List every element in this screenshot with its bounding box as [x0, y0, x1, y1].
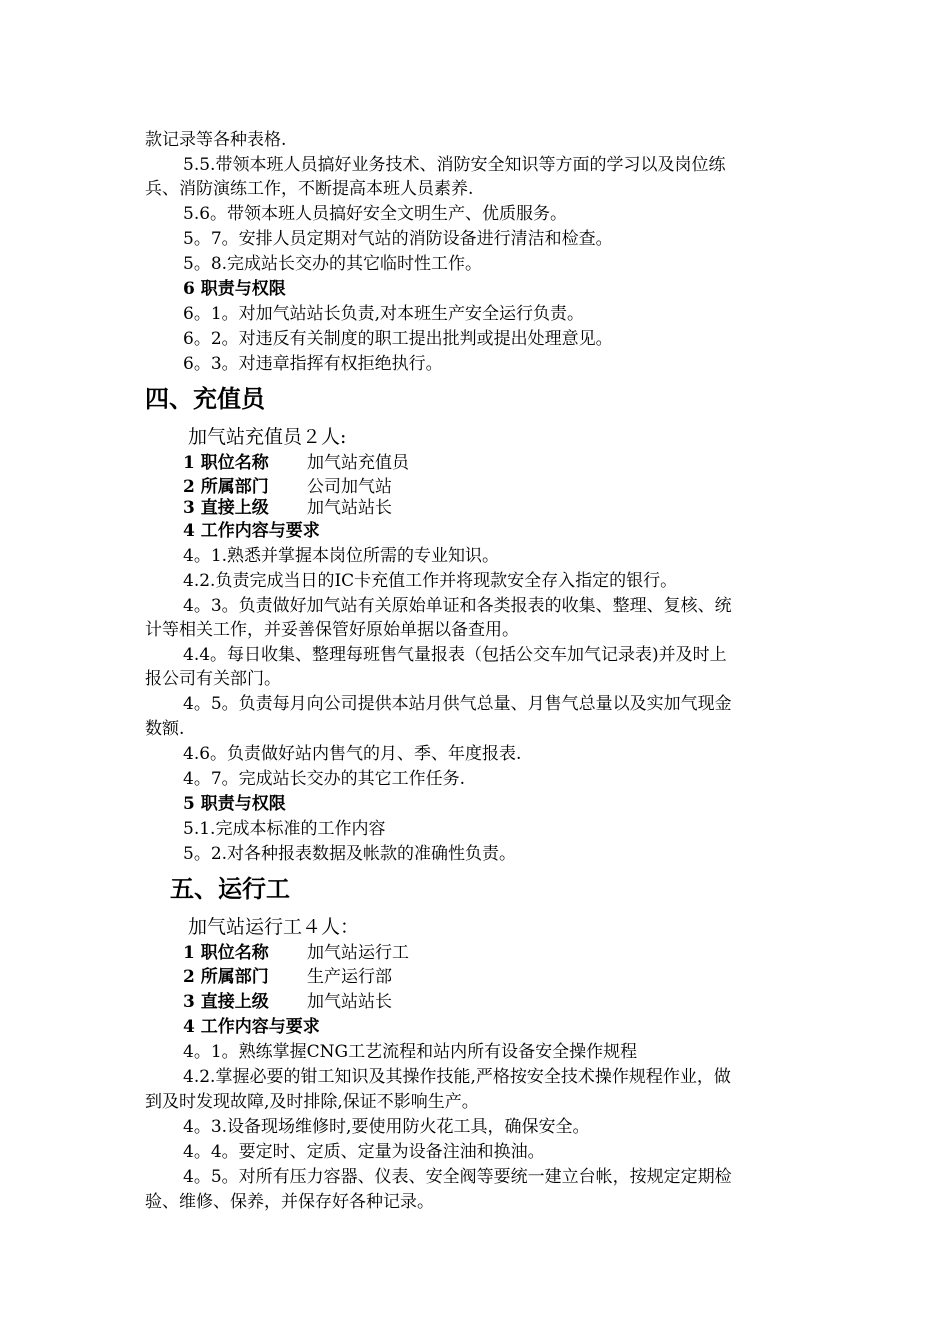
- field-value: 公司加气站: [307, 477, 392, 497]
- paragraph-line: 4。1。熟练掌握CNG工艺流程和站内所有设备安全操作规程: [183, 1042, 638, 1062]
- section-heading: 四、充值员: [145, 384, 265, 413]
- paragraph-line: 4.2.掌握必要的钳工知识及其操作技能,严格按安全技术操作规程作业，做: [183, 1067, 731, 1087]
- paragraph-line: 5.5.带领本班人员搞好业务技术、消防安全知识等方面的学习以及岗位练: [183, 155, 726, 175]
- paragraph-line: 5。7。安排人员定期对气站的消防设备进行清洁和检查。: [183, 229, 613, 249]
- field-row: [183, 451, 409, 475]
- field-label: 3 直接上级: [183, 992, 269, 1012]
- paragraph-line: 验、维修、保养，并保存好各种记录。: [145, 1192, 434, 1212]
- field-label: 2 所属部门: [183, 477, 269, 497]
- field-value: 加气站运行工: [307, 943, 409, 963]
- subheading: 5 职责与权限: [183, 794, 286, 814]
- paragraph-line: 5.1.完成本标准的工作内容: [183, 819, 386, 839]
- section-intro: 加气站充值员２人:: [188, 426, 347, 448]
- field-row: [183, 990, 392, 1014]
- paragraph-line: 4。3.设备现场维修时,要使用防火花工具，确保安全。: [183, 1117, 590, 1137]
- paragraph-line: 6。1。对加气站站长负责,对本班生产安全运行负责。: [183, 304, 585, 324]
- field-value: 加气站站长: [307, 498, 392, 518]
- paragraph-line: 4.4。每日收集、整理每班售气量报表（包括公交车加气记录表)并及时上: [183, 645, 727, 665]
- paragraph-line: 5。2.对各种报表数据及帐款的准确性负责。: [183, 844, 517, 864]
- field-row: [183, 965, 392, 989]
- field-label: 2 所属部门: [183, 967, 269, 987]
- subheading: 4 工作内容与要求: [183, 521, 320, 541]
- section-intro: 加气站运行工４人：: [188, 916, 360, 938]
- paragraph-line: 兵、消防演练工作，不断提高本班人员素养.: [145, 179, 474, 199]
- paragraph-line: 5。8.完成站长交办的其它临时性工作。: [183, 254, 483, 274]
- paragraph-line: 5.6。带领本班人员搞好安全文明生产、优质服务。: [183, 204, 568, 224]
- field-value: 加气站站长: [307, 992, 392, 1012]
- paragraph-line: 数额.: [145, 719, 185, 739]
- field-label: 1 职位名称: [183, 943, 269, 963]
- section-heading: 五、运行工: [170, 874, 290, 903]
- paragraph-line: 4。7。完成站长交办的其它工作任务.: [183, 769, 466, 789]
- paragraph-line: 4。3。负责做好加气站有关原始单证和各类报表的收集、整理、复核、统: [183, 596, 732, 616]
- paragraph-line: 4。4。要定时、定质、定量为设备注油和换油。: [183, 1142, 545, 1162]
- paragraph-line: 报公司有关部门。: [145, 669, 281, 689]
- field-label: 3 直接上级: [183, 498, 269, 518]
- field-value: 加气站充值员: [307, 453, 409, 473]
- paragraph-line: 4.6。负责做好站内售气的月、季、年度报表.: [183, 744, 522, 764]
- subheading: 4 工作内容与要求: [183, 1017, 320, 1037]
- paragraph-line: 4.2.负责完成当日的IC卡充值工作并将现款安全存入指定的银行。: [183, 571, 678, 591]
- paragraph-line: 4。5。对所有压力容器、仪表、安全阀等要统一建立台帐，按规定定期检: [183, 1167, 732, 1187]
- field-value: 生产运行部: [307, 967, 392, 987]
- field-label: 1 职位名称: [183, 453, 269, 473]
- paragraph-line: 4。1.熟悉并掌握本岗位所需的专业知识。: [183, 546, 500, 566]
- paragraph-line: 计等相关工作，并妥善保管好原始单据以备查用。: [145, 620, 519, 640]
- paragraph-line: 到及时发现故障,及时排除,保证不影响生产。: [145, 1092, 479, 1112]
- paragraph-line: 款记录等各种表格.: [145, 130, 287, 150]
- paragraph-line: 4。5。负责每月向公司提供本站月供气总量、月售气总量以及实加气现金: [183, 694, 732, 714]
- paragraph-line: 6。3。对违章指挥有权拒绝执行。: [183, 354, 443, 374]
- field-row: [183, 941, 409, 965]
- field-row: [183, 496, 392, 520]
- paragraph-line: 6。2。对违反有关制度的职工提出批判或提出处理意见。: [183, 329, 613, 349]
- subheading: 6 职责与权限: [183, 279, 286, 299]
